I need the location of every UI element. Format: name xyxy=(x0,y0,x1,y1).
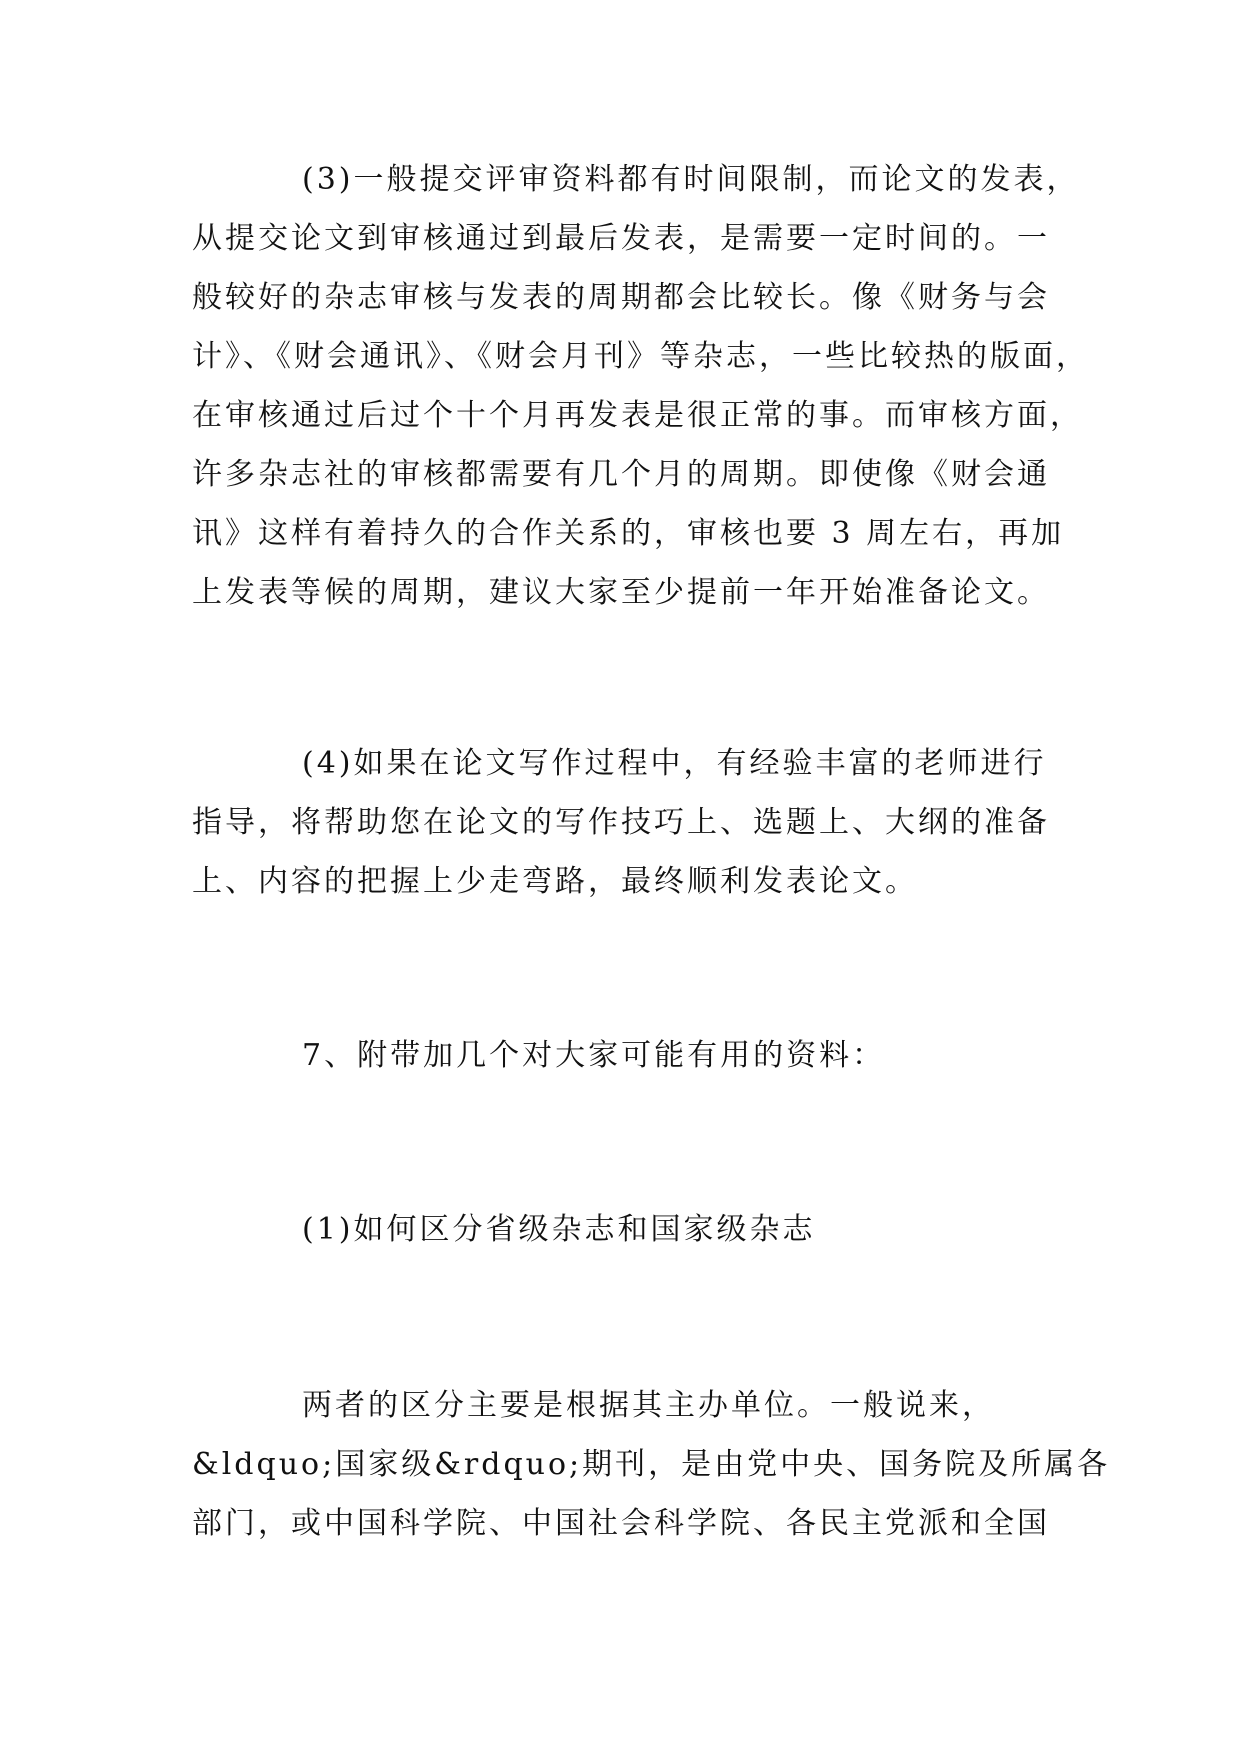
section-heading-7 xyxy=(192,1026,1060,1085)
text-line: &ldquo;国家级&rdquo;期刊，是由党中央、国务院及所属各 xyxy=(192,1447,1111,1482)
subheading-1 xyxy=(192,1200,1060,1259)
text-line: 般较好的杂志审核与发表的周期都会比较长。像《财务与会 xyxy=(192,280,1050,315)
text-line: 上、内容的把握上少走弯路，最终顺利发表论文。 xyxy=(192,864,918,899)
text-line: 讯》这样有着持久的合作关系的，审核也要 3 周左右，再加 xyxy=(192,516,1065,551)
paragraph-distinction xyxy=(192,1376,1111,1553)
paragraph-4 xyxy=(192,734,1060,911)
text-line: 从提交论文到审核通过到最后发表，是需要一定时间的。一 xyxy=(192,221,1050,256)
text-line: (3)一般提交评审资料都有时间限制，而论文的发表， xyxy=(302,162,1080,197)
text-line: (1)如何区分省级杂志和国家级杂志 xyxy=(302,1212,816,1247)
text-line: 在审核通过后过个十个月再发表是很正常的事。而审核方面， xyxy=(192,398,1083,433)
paragraph-3 xyxy=(192,150,1089,622)
text-line: 上发表等候的周期，建议大家至少提前一年开始准备论文。 xyxy=(192,575,1050,610)
text-line: 指导，将帮助您在论文的写作技巧上、选题上、大纲的准备 xyxy=(192,805,1050,840)
text-line: 两者的区分主要是根据其主办单位。一般说来， xyxy=(302,1388,995,1423)
text-line: 计》、《财会通讯》、《财会月刊》等杂志，一些比较热的版面， xyxy=(192,339,1089,374)
text-line: (4)如果在论文写作过程中，有经验丰富的老师进行 xyxy=(302,746,1047,781)
text-line: 部门，或中国科学院、中国社会科学院、各民主党派和全国 xyxy=(192,1506,1050,1541)
text-line: 7、附带加几个对大家可能有用的资料： xyxy=(302,1038,886,1073)
text-line: 许多杂志社的审核都需要有几个月的周期。即使像《财会通 xyxy=(192,457,1050,492)
